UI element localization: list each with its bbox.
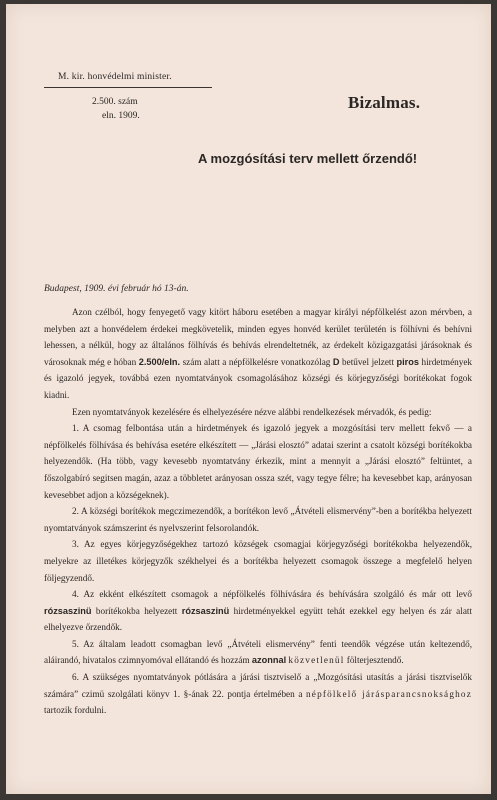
spaced-directly: közvetlenül [288, 655, 345, 666]
paragraph-item-1: 1. A csomag felbontása után a hirdetmények és igazoló jegyek a mozgósítási terv mellett fekvő — a népfölkelés fölhívása és behívása esetére elkészített — „Járási elosztó” adatai szerint a csatolt községi borítékokba helyezendők. (Ha több, vagy kevesebb nyomtatvány érkezik, mint a mennyit a „Járási elosztó” feltüntet, a főszolgabíró segitsen magán, azaz a többletet arányosan ossza szét, vagy tegye félre; ha kevesebbet kap, arányosan kevesebbet adjon a községeknek). [44, 423, 472, 500]
paragraph-item-5 [44, 636, 472, 669]
bold-reference: 2.500/eln. [138, 356, 181, 367]
text-run: hirdetményekkel együtt tehát ezekkel egy helyen és zár alatt elhelyezve őrzendők. [44, 605, 472, 633]
date-line: Budapest, 1909. évi február hó 13-án. [44, 284, 189, 294]
paragraph-item-2: 2. A községi borítékok megczimezendők, a borítékon levő „Átvételi elismervény”-ben a borítékba helyezett nyomtatványok számszerint és nyelvszerint felsorolandók. [44, 506, 472, 533]
text-run: 4. Az ekként elkészített csomagok a népfölkelés fölhívására és behívására szolgáló és már ott levő [72, 589, 472, 600]
paragraph-intro [44, 304, 472, 404]
bold-piros: piros [396, 356, 419, 367]
spaced-command: népfölkelő járásparancsnoksághoz [306, 688, 472, 699]
paragraph-provisions: Ezen nyomtatványok kezelésére és elhelyezésére nézve alábbi rendelkezések mérvadók, és pedig: [72, 406, 432, 417]
bold-immediately: azonnal [251, 655, 287, 666]
text-run: 6. A szükséges nyomtatványok pótlására a járási tisztviselő a „Mozgósítási utasítás a járási tisztviselők számára” czimü szolgálati könyv 1. §-ának 22. pontja értelmében a [44, 672, 472, 699]
reference-number: 2.500. szám [92, 97, 138, 107]
text-run: tartozik fordulni. [44, 705, 107, 716]
header-divider [44, 87, 212, 88]
handling-instruction: A mozgósítási terv mellett őrzendő! [198, 151, 418, 166]
classification-label: Bizalmas. [348, 93, 421, 112]
text-run: fölterjesztendő. [344, 655, 404, 666]
paragraph-item-4 [44, 586, 472, 636]
text-run: 5. Az általam leadott csomagban levő „Átvételi elismervény” fenti teendők végzése után keltezendő, aláirandó, hivatalos czimnyomóval ellátandó és hozzám [44, 638, 472, 666]
issuing-office: M. kir. honvédelmi minister. [58, 72, 172, 82]
bold-pink: rózsaszinü [181, 605, 230, 616]
bold-letter-d: D [332, 356, 340, 367]
document-page [6, 4, 491, 794]
paragraph-item-6 [44, 669, 472, 719]
text-run: betűvel jelzett [339, 356, 397, 367]
bold-pink: rózsaszinü [44, 605, 92, 616]
reference-year: eln. 1909. [102, 111, 140, 121]
paragraph-item-3: 3. Az egyes körjegyzőségekhez tartozó községek csomagjai körjegyzőségi borítékokba helyezendők, melyekre az illetékes körjegyzők székhelyei és a borítékba helyezett csomagok összege a megfelelő helyen följegyzendő. [44, 539, 472, 583]
document-body [44, 304, 472, 719]
text-run: Azon czélból, hogy fenyegető vagy kitört háboru esetében a magyar királyi népfölkelést azon mérvben, a melyben azt a honvédelem érdekei megkövetelik, minden egyes honvéd kerület területén is fölhívni és behívni lehessen, a nélkül, hogy az általános fölhívás és behívás elrendeltetnék, az érdekelt közigazgatási járásoknak és városoknak még e hóban [44, 307, 472, 367]
text-run: hirdetmények és igazoló jegyek, továbbá ezen nyomtatványok csomagolásához községi és körjegyzőségi borítékokat fogok kiadni. [44, 356, 473, 400]
text-run: szám alatt a népfölkelésre vonatkozólag [180, 356, 333, 367]
text-run: borítékokba helyezett [91, 605, 182, 616]
